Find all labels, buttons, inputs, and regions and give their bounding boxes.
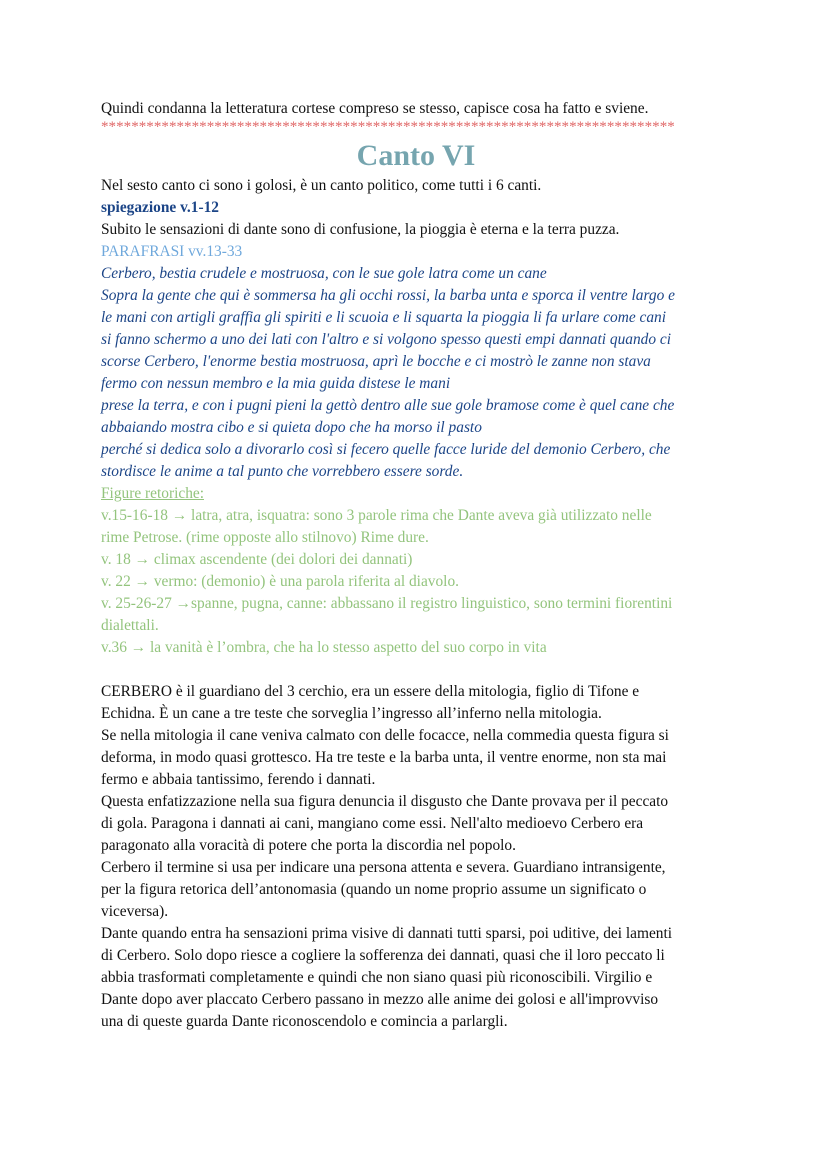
figure-line: v.36 → la vanità è l’ombra, che ha lo stesso aspetto del suo corpo in vita xyxy=(101,639,547,656)
cerbero-line: viceversa). xyxy=(101,903,169,920)
cerbero-line: Dante quando entra ha sensazioni prima visive di dannati tutti sparsi, poi uditive, dei lamenti xyxy=(101,925,673,942)
cerbero-line: abbia trasformati completamente e quindi che non siano quasi più riconoscibili. Virgilio e xyxy=(101,969,653,986)
parafrasi-line: stordisce le anime a tal punto che vorrebbero essere sorde. xyxy=(101,463,464,480)
parafrasi-line: si fanno schermo a uno dei lati con l'altro e si volgono spesso questi empi dannati quando ci xyxy=(101,331,671,348)
parafrasi-line: Sopra la gente che qui è sommersa ha gli occhi rossi, la barba unta e sporca il ventre largo e xyxy=(101,287,675,304)
cerbero-line: fermo e abbaia tantissimo, ferendo i dannati. xyxy=(101,771,376,788)
intro-line: Quindi condanna la letteratura cortese compreso se stesso, capisce cosa ha fatto e sviene. xyxy=(101,100,649,117)
parafrasi-block xyxy=(101,263,731,483)
parafrasi-line: Cerbero, bestia crudele e mostruosa, con le sue gole latra come un cane xyxy=(101,265,547,282)
cerbero-line: Dante dopo aver placcato Cerbero passano in mezzo alle anime dei golosi e all'improvviso xyxy=(101,991,659,1008)
figure-line: rime Petrose. (rime opposte allo stilnovo) Rime dure. xyxy=(101,529,429,546)
figure-retoriche-block xyxy=(101,505,731,659)
spiegazione-heading: spiegazione v.1-12 xyxy=(101,199,219,216)
cerbero-block xyxy=(101,681,731,1033)
parafrasi-line: le mani con artigli graffia gli spiriti e li scuoia e li squarta la pioggia li fa urlare come cani xyxy=(101,309,667,326)
parafrasi-line: prese la terra, e con i pugni pieni la gettò dentro alle sue gole bramose come è quel cane che xyxy=(101,397,675,414)
cerbero-line: Echidna. È un cane a tre teste che sorveglia l’ingresso all’inferno nella mitologia. xyxy=(101,705,602,722)
cerbero-line: Cerbero il termine si usa per indicare una persona attenta e severa. Guardiano intransigente, xyxy=(101,859,666,876)
separator-line: **************************************************************************** xyxy=(101,120,675,134)
figure-line: v. 25-26-27 →spanne, pugna, canne: abbassano il registro linguistico, sono termini fiorentini xyxy=(101,595,673,612)
figure-retoriche-heading: Figure retoriche: xyxy=(101,485,204,502)
cerbero-line: per la figura retorica dell’antonomasia (quando un nome proprio assume un significato o xyxy=(101,881,647,898)
canto-intro-line: Nel sesto canto ci sono i golosi, è un canto politico, come tutti i 6 canti. xyxy=(101,177,542,194)
cerbero-line: una di queste guarda Dante riconoscendolo e comincia a parlargli. xyxy=(101,1013,508,1030)
cerbero-line: paragonato alla voracità di potere che porta la discordia nel popolo. xyxy=(101,837,516,854)
cerbero-line: Se nella mitologia il cane veniva calmato con delle focacce, nella commedia questa figura si xyxy=(101,727,669,744)
parafrasi-heading: PARAFRASI vv.13-33 xyxy=(101,243,243,260)
cerbero-line: CERBERO è il guardiano del 3 cerchio, era un essere della mitologia, figlio di Tifone e xyxy=(101,683,640,700)
paragraph-spacer xyxy=(101,659,731,681)
cerbero-line: di gola. Paragona i dannati ai cani, mangiano come essi. Nell'alto medioevo Cerbero era xyxy=(101,815,644,832)
figure-line: v. 22 → vermo: (demonio) è una parola riferita al diavolo. xyxy=(101,573,459,590)
figure-line: v.15-16-18 → latra, atra, isquatra: sono 3 parole rima che Dante aveva già utilizzato nelle xyxy=(101,507,652,524)
parafrasi-line: abbaiando mostra cibo e si quieta dopo che ha morso il pasto xyxy=(101,419,482,436)
parafrasi-line: perché si dedica solo a divorarlo così si fecero quelle facce luride del demonio Cerbero, che xyxy=(101,441,671,458)
figure-line: dialettali. xyxy=(101,617,159,634)
cerbero-line: deforma, in modo quasi grottesco. Ha tre teste e la barba unta, il ventre enorme, non sta mai xyxy=(101,749,667,766)
parafrasi-line: scorse Cerbero, l'enorme bestia mostruosa, aprì le bocche e ci mostrò le zanne non stava xyxy=(101,353,651,370)
figure-line: v. 18 → climax ascendente (dei dolori dei dannati) xyxy=(101,551,413,568)
canto-title: Canto VI xyxy=(356,139,476,172)
spiegazione-text: Subito le sensazioni di dante sono di confusione, la pioggia è eterna e la terra puzza. xyxy=(101,221,620,238)
parafrasi-line: fermo con nessun membro e la mia guida distese le mani xyxy=(101,375,451,392)
cerbero-line: di Cerbero. Solo dopo riesce a cogliere la sofferenza dei dannati, quasi che il loro peccato li xyxy=(101,947,665,964)
cerbero-line: Questa enfatizzazione nella sua figura denuncia il disgusto che Dante provava per il peccato xyxy=(101,793,669,810)
document-page xyxy=(101,98,731,1033)
